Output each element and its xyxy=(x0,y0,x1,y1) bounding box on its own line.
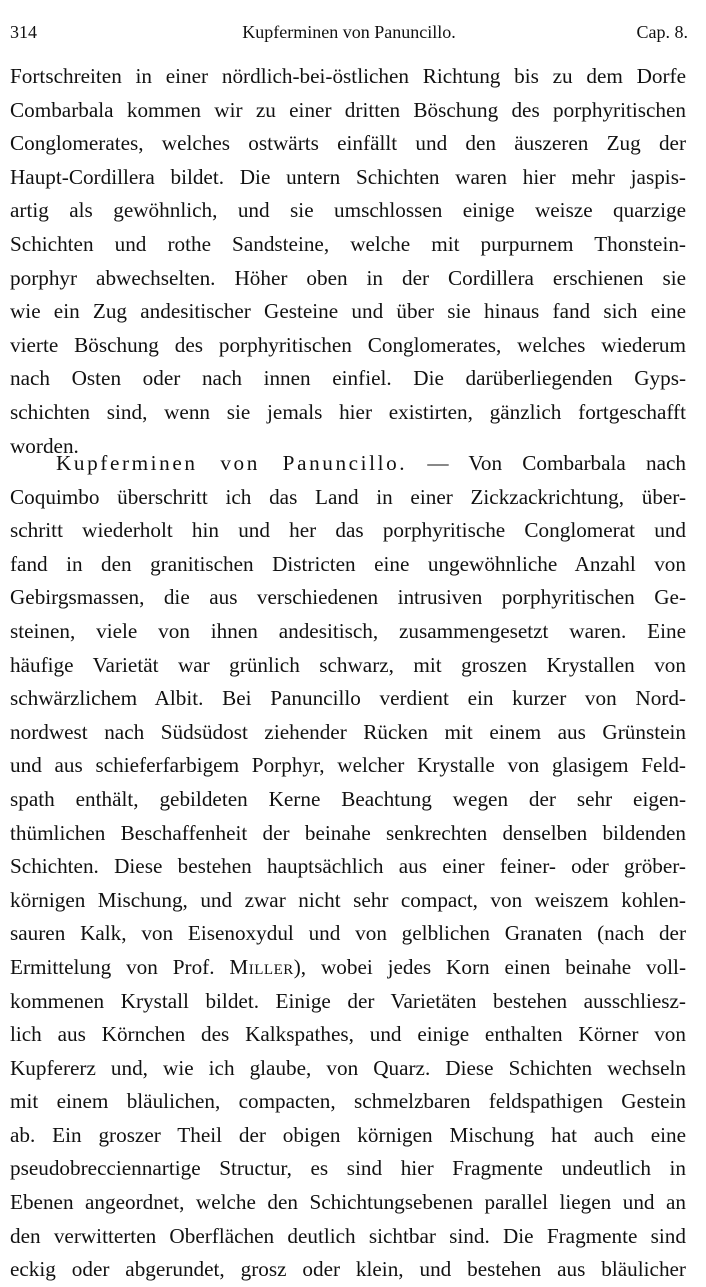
text-line: vierte Böschung des porphyritischen Conglomerates, welches wiederum xyxy=(10,332,686,357)
text-run: Ermittelung von Prof. xyxy=(10,954,215,979)
text-line: lich aus Körnchen des Kalkspathes, und einige enthalten Körner von xyxy=(10,1022,686,1047)
text-line: Ebenen angeordnet, welche den Schichtungsebenen parallel liegen und an xyxy=(10,1190,686,1215)
text-line: schritt wiederholt hin und her das porphyritische Conglomerat und xyxy=(10,518,686,543)
text-line: Haupt-Cordillera bildet. Die untern Schichten waren hier mehr jaspis- xyxy=(10,164,686,189)
paragraph-continuation xyxy=(10,60,686,463)
text-line: kommenen Krystall bildet. Einige der Varietäten bestehen ausschliesz- xyxy=(10,988,686,1013)
text-line: Coquimbo überschritt ich das Land in einer Zickzackrichtung, über- xyxy=(10,484,686,509)
text-line: wie ein Zug andesitischer Gesteine und über sie hinaus fand sich eine xyxy=(10,299,686,324)
text-line: artig als gewöhnlich, und sie umschlossen einige weisze quarzige xyxy=(10,198,686,223)
chapter-label: Cap. 8. xyxy=(636,22,688,42)
running-title: Kupferminen von Panuncillo. xyxy=(242,22,456,42)
text-line: fand in den granitischen Districten eine ungewöhnliche Anzahl von xyxy=(10,551,686,576)
text-line: Combarbala kommen wir zu einer dritten Böschung des porphyritischen xyxy=(10,97,686,122)
text-line: mit einem bläulichen, compacten, schmelzbaren feldspathigen Gestein xyxy=(10,1089,686,1114)
text-line: porphyr abwechselten. Höher oben in der Cordillera erschienen sie xyxy=(10,265,686,290)
running-header xyxy=(10,18,688,46)
text-run: — Von Combarbala nach xyxy=(427,451,687,475)
author-name: Miller xyxy=(229,954,294,979)
text-run: ), wobei jedes Korn einen beinahe voll- xyxy=(293,954,686,979)
section-heading: Kupferminen von Panuncillo. xyxy=(56,451,408,475)
text-line: eckig oder abgerundet, grosz oder klein, und bestehen aus bläulicher xyxy=(10,1257,686,1282)
section-first-line xyxy=(10,447,686,481)
text-line: steinen, viele von ihnen andesitisch, zusammengesetzt waren. Eine xyxy=(10,618,686,643)
text-line: thümlichen Beschaffenheit der beinahe senkrechten denselben bildenden xyxy=(10,820,686,845)
text-line: Gebirgsmassen, die aus verschiedenen intrusiven porphyritischen Ge- xyxy=(10,585,686,610)
text-line: häufige Varietät war grünlich schwarz, mit groszen Krystallen von xyxy=(10,652,686,677)
text-line: sauren Kalk, von Eisenoxydul und von gelblichen Granaten (nach der xyxy=(10,921,686,946)
text-line xyxy=(10,951,686,985)
text-line: spath enthält, gebildeten Kerne Beachtung wegen der sehr eigen- xyxy=(10,786,686,811)
text-line: schwärzlichem Albit. Bei Panuncillo verdient ein kurzer von Nord- xyxy=(10,686,686,711)
text-line: Kupfererz und, wie ich glaube, von Quarz. Diese Schichten wechseln xyxy=(10,1055,686,1080)
text-line: nach Osten oder nach innen einfiel. Die darüberliegenden Gyps- xyxy=(10,366,686,391)
text-line: ab. Ein groszer Theil der obigen körnigen Mischung hat auch eine xyxy=(10,1122,686,1147)
text-line: Fortschreiten in einer nördlich-bei-östlichen Richtung bis zu dem Dorfe xyxy=(10,64,686,88)
text-line: worden. xyxy=(10,433,79,458)
text-line: pseudobrecciennartige Structur, es sind hier Fragmente undeutlich in xyxy=(10,1156,686,1181)
page-number: 314 xyxy=(10,22,37,42)
text-line: körnigen Mischung, und zwar nicht sehr compact, von weiszem kohlen- xyxy=(10,887,686,912)
text-line: den verwitterten Oberflächen deutlich sichtbar sind. Die Fragmente sind xyxy=(10,1223,686,1248)
text-line: nordwest nach Südsüdost ziehender Rücken mit einem aus Grünstein xyxy=(10,719,686,744)
section-paragraph xyxy=(10,447,686,1287)
text-line: schichten sind, wenn sie jemals hier existirten, gänzlich fortgeschafft xyxy=(10,399,686,424)
text-line: Schichten. Diese bestehen hauptsächlich aus einer feiner- oder gröber- xyxy=(10,854,686,879)
text-line: und aus schieferfarbigem Porphyr, welcher Krystalle von glasigem Feld- xyxy=(10,753,686,778)
text-line: Schichten und rothe Sandsteine, welche mit purpurnem Thonstein- xyxy=(10,231,686,256)
text-line: Conglomerates, welches ostwärts einfällt und den äuszeren Zug der xyxy=(10,131,686,156)
